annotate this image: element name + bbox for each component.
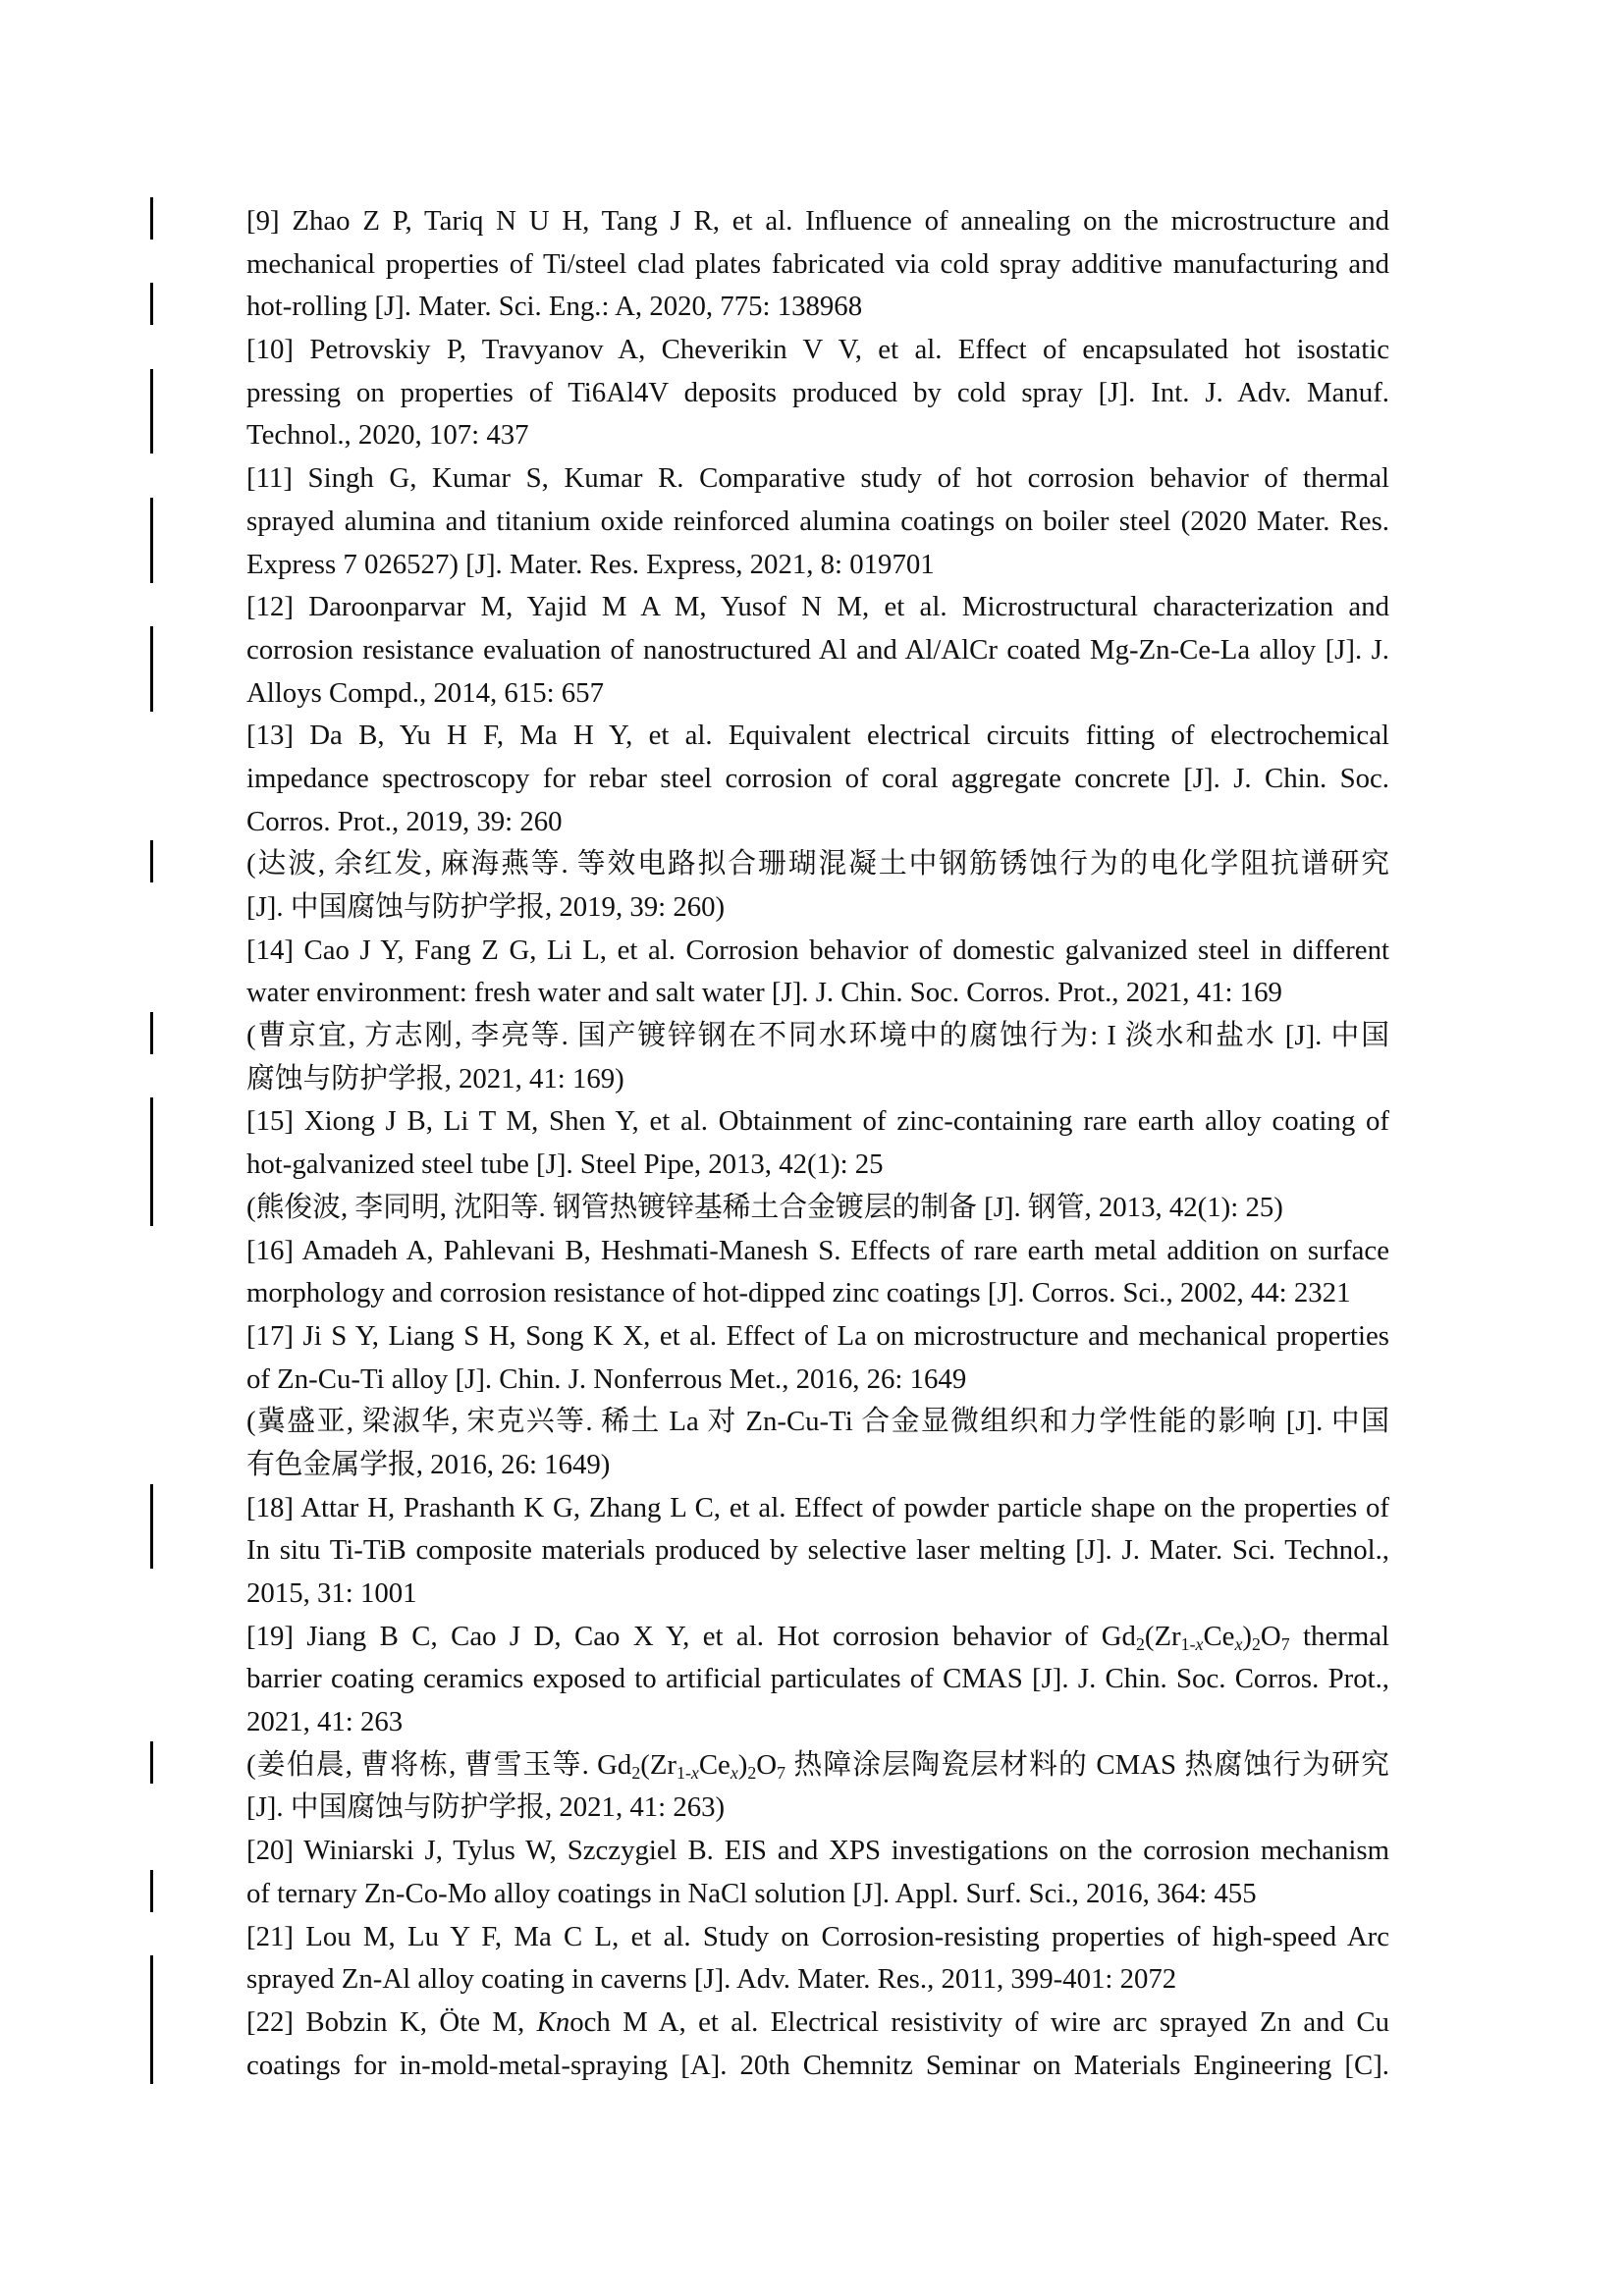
reference-line bbox=[246, 1744, 1389, 1788]
reference-citation bbox=[246, 1616, 1389, 1744]
reference-line: (熊俊波, 李同明, 沈阳等. 钢管热镀锌基稀土合金镀层的制备 [J]. 钢管, 2013, 42(1): 25) bbox=[246, 1191, 1283, 1223]
text-run: (姜伯晨, 曹将栋, 曹雪玉等. Gd bbox=[246, 1748, 632, 1781]
reference-citation bbox=[246, 1315, 1389, 1401]
reference-line: [21] Lou M, Lu Y F, Ma C L, et al. Study on Corrosion-resisting properties of high-speed Arc bbox=[246, 1920, 1389, 1952]
reference-citation bbox=[246, 329, 1389, 457]
text-run: ) bbox=[1242, 1620, 1252, 1652]
reference-chinese-translation bbox=[246, 1015, 1389, 1100]
reference-chinese-translation bbox=[246, 1401, 1389, 1486]
reference-entry bbox=[246, 1315, 1389, 1487]
revision-bar bbox=[150, 1870, 153, 1912]
reference-line: [14] Cao J Y, Fang Z G, Li L, et al. Corrosion behavior of domestic galvanized steel in different bbox=[246, 934, 1389, 966]
revision-bar bbox=[150, 1741, 153, 1784]
reference-line: [J]. 中国腐蚀与防护学报, 2021, 41: 263) bbox=[246, 1791, 726, 1824]
reference-citation bbox=[246, 586, 1389, 715]
subscript: x bbox=[730, 1762, 738, 1783]
text-run: Ce bbox=[698, 1748, 731, 1781]
reference-line: Technol., 2020, 107: 437 bbox=[246, 419, 529, 452]
subscript: 2 bbox=[747, 1762, 757, 1783]
subscript: 1- bbox=[677, 1762, 691, 1783]
text-run: O bbox=[1260, 1620, 1281, 1652]
revision-bar bbox=[150, 626, 153, 712]
reference-line: (冀盛亚, 梁淑华, 宋克兴等. 稀土 La 对 Zn-Cu-Ti 合金显微组织和力学性能的影响 [J]. 中国 bbox=[246, 1406, 1389, 1438]
reference-line: [17] Ji S Y, Liang S H, Song K X, et al. Effect of La on microstructure and mechanical properties bbox=[246, 1319, 1389, 1352]
subscript: 7 bbox=[777, 1762, 785, 1783]
reference-citation bbox=[246, 200, 1389, 329]
reference-entry bbox=[246, 1830, 1389, 1915]
text-run: (Zr bbox=[1144, 1620, 1181, 1652]
reference-chinese-translation bbox=[246, 843, 1389, 929]
subscript: 7 bbox=[1280, 1633, 1290, 1654]
reference-line: [9] Zhao Z P, Tariq N U H, Tang J R, et al. Influence of annealing on the microstructure and bbox=[246, 205, 1389, 237]
subscript: 1- bbox=[1180, 1633, 1196, 1654]
reference-line: water environment: fresh water and salt water [J]. J. Chin. Soc. Corros. Prot., 2021, 41: 169 bbox=[246, 977, 1282, 1009]
reference-citation bbox=[246, 1230, 1389, 1315]
reference-entry bbox=[246, 586, 1389, 715]
subscript: x bbox=[690, 1762, 699, 1783]
reference-line: [J]. 中国腐蚀与防护学报, 2019, 39: 260) bbox=[246, 891, 726, 923]
reference-line: In situ Ti-TiB composite materials produced by selective laser melting [J]. J. Mater. Sci. Technol., bbox=[246, 1534, 1389, 1567]
reference-line: (曹京宜, 方志刚, 李亮等. 国产镀锌钢在不同水环境中的腐蚀行为: I 淡水和盐水 [J]. 中国 bbox=[246, 1020, 1389, 1052]
reference-entry bbox=[246, 457, 1389, 586]
reference-line: mechanical properties of Ti/steel clad plates fabricated via cold spray additive manufacturing and bbox=[246, 247, 1389, 280]
reference-line: [18] Attar H, Prashanth K G, Zhang L C, et al. Effect of powder particle shape on the properties of bbox=[246, 1491, 1389, 1523]
revision-bar bbox=[150, 498, 153, 583]
reference-entry bbox=[246, 1487, 1389, 1616]
reference-line: 2015, 31: 1001 bbox=[246, 1577, 417, 1609]
reference-chinese-translation bbox=[246, 1744, 1389, 1830]
subscript: 2 bbox=[1135, 1633, 1145, 1654]
reference-citation bbox=[246, 930, 1389, 1015]
reference-entry bbox=[246, 1916, 1389, 2002]
reference-line: [13] Da B, Yu H F, Ma H Y, et al. Equivalent electrical circuits fitting of electrochemical bbox=[246, 720, 1389, 752]
reference-citation bbox=[246, 1100, 1389, 1186]
reference-line: Express 7 026527) [J]. Mater. Res. Express, 2021, 8: 019701 bbox=[246, 548, 935, 580]
reference-line: hot-rolling [J]. Mater. Sci. Eng.: A, 2020, 775: 138968 bbox=[246, 291, 863, 323]
revision-bar bbox=[150, 197, 153, 240]
reference-line: [15] Xiong J B, Li T M, Shen Y, et al. Obtainment of zinc-containing rare earth alloy coating of bbox=[246, 1105, 1389, 1138]
reference-line: impedance spectroscopy for rebar steel corrosion of coral aggregate concrete [J]. J. Chin. Soc. bbox=[246, 762, 1389, 794]
reference-line: [11] Singh G, Kumar S, Kumar R. Comparative study of hot corrosion behavior of thermal bbox=[246, 462, 1389, 495]
text-run: (Zr bbox=[640, 1748, 677, 1781]
subscript: x bbox=[1234, 1633, 1243, 1654]
reference-citation bbox=[246, 2002, 1389, 2087]
reference-entry bbox=[246, 1616, 1389, 1830]
text-run: och M A, et al. Electrical resistivity of wire arc sprayed Zn and Cu bbox=[569, 2005, 1389, 2038]
reference-line: [10] Petrovskiy P, Travyanov A, Cheverikin V V, et al. Effect of encapsulated hot isostatic bbox=[246, 334, 1389, 366]
reference-line bbox=[246, 1616, 1389, 1659]
reference-line bbox=[246, 2002, 1389, 2045]
reference-line: [20] Winiarski J, Tylus W, Szczygiel B. EIS and XPS investigations on the corrosion mechanism bbox=[246, 1835, 1389, 1867]
subscript: 2 bbox=[1251, 1633, 1261, 1654]
text-run: [22] Bobzin K, Öte M, bbox=[246, 2005, 537, 2038]
reference-line: sprayed Zn-Al alloy coating in caverns [J]. Adv. Mater. Res., 2011, 399-401: 2072 bbox=[246, 1963, 1177, 1996]
reference-citation bbox=[246, 457, 1389, 586]
reference-line: morphology and corrosion resistance of hot-dipped zinc coatings [J]. Corros. Sci., 2002, 44: 2321 bbox=[246, 1277, 1351, 1309]
reference-line: 腐蚀与防护学报, 2021, 41: 169) bbox=[246, 1062, 624, 1095]
reference-citation bbox=[246, 1916, 1389, 2002]
revision-bar bbox=[150, 840, 153, 882]
reference-line: [16] Amadeh A, Pahlevani B, Heshmati-Manesh S. Effects of rare earth metal addition on surface bbox=[246, 1234, 1389, 1266]
text-run: ) bbox=[737, 1748, 748, 1781]
reference-line: barrier coating ceramics exposed to artificial particulates of CMAS [J]. J. Chin. Soc. Corros. Prot., bbox=[246, 1663, 1389, 1695]
italic-text: Kn bbox=[536, 2005, 570, 2038]
text-run: 热障涂层陶瓷层材料的 CMAS 热腐蚀行为研究 bbox=[785, 1748, 1389, 1781]
text-run: Ce bbox=[1203, 1620, 1235, 1652]
reference-entry bbox=[246, 200, 1389, 329]
revision-bar bbox=[150, 1484, 153, 1569]
revision-bar bbox=[150, 1955, 153, 2084]
reference-line: (达波, 余红发, 麻海燕等. 等效电路拟合珊瑚混凝土中钢筋锈蚀行为的电化学阻抗谱研究 bbox=[246, 848, 1389, 881]
reference-entry bbox=[246, 2002, 1389, 2087]
reference-line: corrosion resistance evaluation of nanostructured Al and Al/AlCr coated Mg-Zn-Ce-La alloy [J]. J. bbox=[246, 633, 1389, 666]
text-run: O bbox=[756, 1748, 778, 1781]
reference-line: Corros. Prot., 2019, 39: 260 bbox=[246, 805, 563, 837]
reference-line: pressing on properties of Ti6Al4V deposits produced by cold spray [J]. Int. J. Adv. Manuf. bbox=[246, 376, 1389, 408]
reference-line: of Zn-Cu-Ti alloy [J]. Chin. J. Nonferrous Met., 2016, 26: 1649 bbox=[246, 1362, 967, 1395]
reference-line: Alloys Compd., 2014, 615: 657 bbox=[246, 676, 604, 709]
revision-bar bbox=[150, 369, 153, 454]
reference-entry bbox=[246, 930, 1389, 1101]
reference-citation bbox=[246, 715, 1389, 843]
reference-chinese-translation bbox=[246, 1187, 1389, 1230]
references-list bbox=[246, 200, 1389, 2087]
text-run: [19] Jiang B C, Cao J D, Cao X Y, et al. Hot corrosion behavior of Gd bbox=[246, 1620, 1136, 1652]
text-run: thermal bbox=[1289, 1620, 1389, 1652]
reference-line: sprayed alumina and titanium oxide reinforced alumina coatings on boiler steel (2020 Mater. Res. bbox=[246, 505, 1389, 537]
revision-bar bbox=[150, 1012, 153, 1054]
reference-line: 2021, 41: 263 bbox=[246, 1706, 404, 1738]
reference-line: coatings for in-mold-metal-spraying [A]. 20th Chemnitz Seminar on Materials Engineering [C]. bbox=[246, 2049, 1389, 2081]
reference-entry bbox=[246, 1100, 1389, 1229]
subscript: x bbox=[1195, 1633, 1204, 1654]
revision-bar bbox=[150, 283, 153, 325]
reference-entry bbox=[246, 1230, 1389, 1315]
reference-line: [12] Daroonparvar M, Yajid M A M, Yusof N M, et al. Microstructural characterization and bbox=[246, 591, 1389, 623]
reference-entry bbox=[246, 329, 1389, 457]
revision-bar bbox=[150, 1097, 153, 1226]
reference-citation bbox=[246, 1487, 1389, 1616]
reference-line: 有色金属学报, 2016, 26: 1649) bbox=[246, 1448, 611, 1480]
reference-line: of ternary Zn-Co-Mo alloy coatings in NaCl solution [J]. Appl. Surf. Sci., 2016, 364: 455 bbox=[246, 1877, 1257, 1909]
subscript: 2 bbox=[631, 1762, 641, 1783]
reference-line: hot-galvanized steel tube [J]. Steel Pipe, 2013, 42(1): 25 bbox=[246, 1148, 884, 1181]
reference-entry bbox=[246, 715, 1389, 929]
reference-citation bbox=[246, 1830, 1389, 1915]
